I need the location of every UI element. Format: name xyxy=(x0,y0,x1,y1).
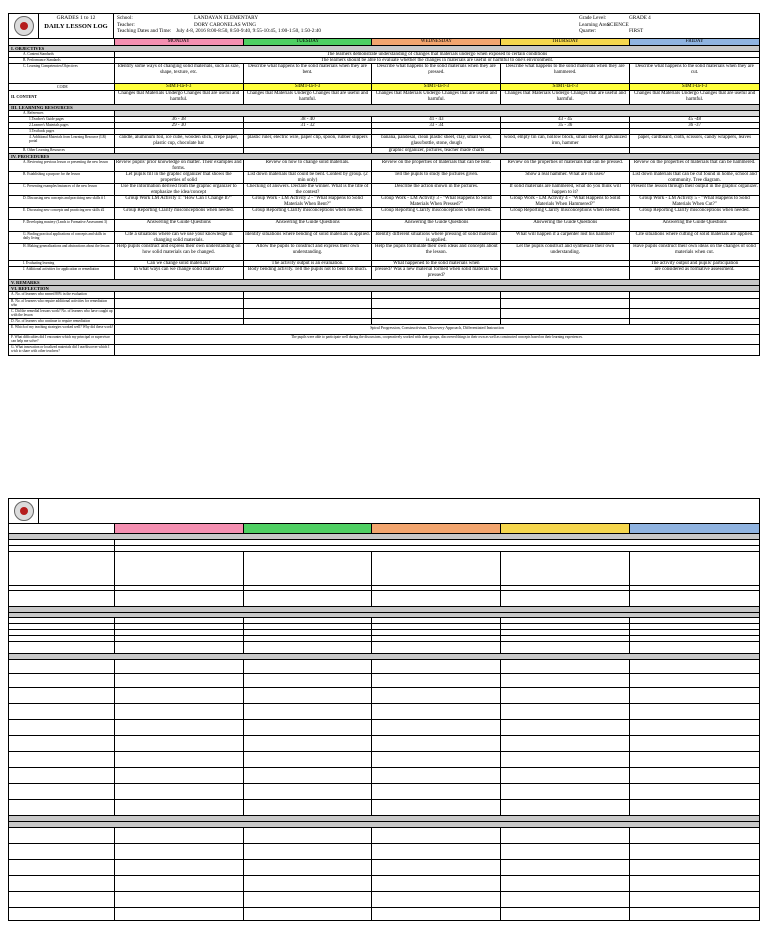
table-cell: Allow the pupils to construct and express their own understanding. xyxy=(244,244,373,260)
table-cell xyxy=(501,618,630,623)
table-cell: Answering the Guide Questions xyxy=(115,220,244,231)
table-cell xyxy=(372,892,501,907)
table-cell xyxy=(372,736,501,751)
table-cell: Group Reporting Clarify misconceptions when needed. xyxy=(115,208,244,219)
table-cell: 36 - 38 xyxy=(115,117,244,122)
dates-label: Teaching Dates and Time: xyxy=(117,28,172,34)
table-cell xyxy=(244,618,373,623)
table-row: B. Establishing a purpose for the lesson Let pupils fill in the graphic organizer that shows the properties of solid List down materials that could be bent. Contest by group. (2 min only) Tell the pupils to study the pictures given. Show a real hammer. What are its uses? List down materials that can be cut found in home, school and community. Tree diagram. xyxy=(9,172,759,184)
table-cell: Review pupils' prior knowledge on matter. Their examples and forms. xyxy=(115,160,244,171)
code-cell: S4MT-Ia-f-3 xyxy=(115,84,244,90)
table-cell: candle, aluminum foil, ice cube, wooden stick, crepe paper, plastic cup, chocolate bar xyxy=(115,135,244,147)
table-cell xyxy=(501,688,630,703)
table-cell xyxy=(244,736,373,751)
table-cell xyxy=(115,892,244,907)
table-cell xyxy=(630,768,759,783)
table-cell xyxy=(244,660,373,673)
table-row: F. What difficulties did I encounter which my principal or supervisor can help me solve? The pupils were able to participate well during the discussions, cooperatively worked with their groups, discovered things in their own as well as constructed concepts based on their learning experiences. xyxy=(9,335,759,345)
table-cell: Group Work LM Activity 1: "How Can I Change It?" xyxy=(115,196,244,207)
day-tuesday-bar xyxy=(244,524,373,533)
table-cell xyxy=(372,636,501,641)
table-cell: List down materials that can be cut found in home, school and community. Tree diagram. xyxy=(632,172,757,183)
table-cell xyxy=(244,704,373,719)
table-cell: Answering the Guide Questions xyxy=(244,220,373,231)
table-cell: Changes that Materials Undergo Changes that are useful and harmful. xyxy=(115,91,244,104)
table-cell: 38 - 40 xyxy=(244,117,373,122)
table-row: E. Which of my teaching strategies worked well? Why did these work? Spiral Progression, Constructivism, Discovery Approach, Differentiated Instruction xyxy=(9,325,759,335)
table-row xyxy=(9,828,759,844)
table-cell xyxy=(372,688,501,703)
table-cell xyxy=(372,828,501,843)
table-cell xyxy=(630,624,759,629)
deped-seal-icon xyxy=(14,16,34,36)
deped-seal-icon xyxy=(14,501,34,521)
table-cell xyxy=(501,624,630,629)
table-cell: In what ways can we change solid materials? xyxy=(115,267,244,279)
table-cell xyxy=(501,860,630,875)
table-row xyxy=(9,860,759,876)
table-cell: graphic organizer, pictures, teacher made charts xyxy=(372,148,501,153)
table-cell xyxy=(501,736,630,751)
day-friday-bar xyxy=(630,524,759,533)
table-cell xyxy=(372,591,501,606)
school-value: LANDAYAN ELEMENTARY xyxy=(194,15,259,21)
table-cell xyxy=(244,752,373,767)
day-friday: FRIDAY xyxy=(630,39,759,45)
day-monday: MONDAY xyxy=(115,39,244,45)
learning-area-label: Learning Area: xyxy=(579,21,611,28)
table-cell xyxy=(630,800,759,815)
table-row: D. No. of learners who continue to require remediation xyxy=(9,319,759,325)
table-cell: Present the lesson through their output in the graphic organizer. xyxy=(631,184,758,189)
table-cell xyxy=(244,892,373,907)
table-row xyxy=(9,688,759,704)
section-objectives: I. OBJECTIVES xyxy=(9,46,759,52)
table-cell xyxy=(244,636,373,641)
table-row: E. Discussing new concepts and practicing new skills #2 Group Reporting Clarify misconceptions when needed. Group Reporting Clarify misconceptions when needed. Group Reporting Clarify misconceptions when needed. Group Reporting Clarify misconceptions when needed. Group Reporting Clarify misconceptions when needed. xyxy=(9,208,759,220)
table-row: 3.Textbook pages xyxy=(9,129,759,135)
table-row xyxy=(9,704,759,720)
table-cell xyxy=(115,908,244,920)
table-row xyxy=(9,908,759,920)
section-reflection: VI. REFLECTION xyxy=(9,286,759,292)
table-cell xyxy=(372,768,501,783)
table-cell xyxy=(115,636,244,641)
table-cell xyxy=(115,784,244,799)
table-cell xyxy=(630,720,759,735)
table-cell: Checking of answers. Declare the winner. What is the title of the contest? xyxy=(244,184,373,195)
table-row: II. CONTENT Changes that Materials Undergo Changes that are useful and harmful. Changes that Materials Undergo Changes that are useful and harmful. Changes that Materials Undergo Changes that are useful and harmful. Changes that Materials Undergo Changes that are useful and harmful. Changes that Materials Undergo Changes that are useful and harmful. xyxy=(9,91,759,105)
strategies-used: Spiral Progression, Constructivism, Discovery Approach, Differentiated Instruction xyxy=(370,325,504,330)
table-cell xyxy=(372,784,501,799)
table-cell xyxy=(244,591,373,606)
performance-standards: The learners should be able to evaluate whether the changes in materials are useful or harmful to one's environment. xyxy=(320,58,554,63)
table-cell: Cite a situations where can we use your knowledge in changing solid materials. xyxy=(115,232,244,243)
table-row: C. Did the remedial lessons work? No. of learners who have caught up with the lesson xyxy=(9,309,759,319)
table-cell xyxy=(244,586,373,590)
blank-lesson-log-grid xyxy=(8,534,760,921)
table-cell: Describe what happens to the solid materials when they are cut. xyxy=(635,64,754,75)
table-cell: Group Work - LM Activity 3 - "What Happens to Solid Materials When Pressed?" xyxy=(372,196,501,207)
log-header xyxy=(8,13,760,39)
table-cell xyxy=(630,660,759,673)
table-cell: Have pupils construct their own ideas on the changes of solid materials when cut. xyxy=(633,244,756,255)
table-cell: plastic ruler, electric wire, paper clip, spoon, rubber slippers xyxy=(244,135,373,147)
table-cell xyxy=(115,552,244,585)
table-cell: 43 - 45 xyxy=(501,117,630,122)
table-cell xyxy=(244,844,373,859)
table-cell xyxy=(501,720,630,735)
table-cell xyxy=(372,876,501,891)
table-row xyxy=(9,642,759,654)
table-row xyxy=(9,784,759,800)
table-cell xyxy=(630,752,759,767)
table-cell xyxy=(372,720,501,735)
table-cell: Review on the properties of materials that can be bent. xyxy=(372,160,501,171)
table-cell xyxy=(115,844,244,859)
table-cell xyxy=(115,752,244,767)
section-procedures: IV. PROCEDURES xyxy=(9,154,759,160)
table-cell xyxy=(372,800,501,815)
table-row: A. Content Standards The learners demonstrate understanding of changes that materials undergo when exposed to certain conditions xyxy=(9,52,759,58)
table-cell: Review on the properties of materials that can be pressed. xyxy=(501,160,630,171)
table-cell: Identify situations where bending of solid materials is applied. xyxy=(244,232,373,243)
table-cell xyxy=(115,642,244,653)
content-standards: The learners demonstrate understanding of changes that materials undergo when exposed to certain conditions xyxy=(326,52,548,57)
table-cell xyxy=(630,688,759,703)
table-row xyxy=(9,674,759,688)
table-row: B. Other Learning Resources graphic organizer, pictures, teacher made charts xyxy=(9,148,759,154)
table-cell xyxy=(244,860,373,875)
grades-label: GRADES 1 to 12 xyxy=(56,15,96,21)
quarter-label: Quarter: xyxy=(579,28,597,34)
table-cell: What happened to the solid materials when xyxy=(372,261,501,266)
table-cell xyxy=(630,674,759,687)
table-cell xyxy=(372,618,501,623)
table-cell: 33 - 34 xyxy=(372,123,501,128)
table-cell: Let pupils fill in the graphic organizer that shows the properties of solid xyxy=(115,172,244,183)
table-cell xyxy=(244,876,373,891)
table-cell: Cite situations where cutting of solid materials are applied. xyxy=(635,232,754,237)
table-cell: The activity output and pupils' participation xyxy=(650,261,739,266)
table-cell xyxy=(630,636,759,641)
table-cell xyxy=(115,736,244,751)
table-cell: Group Work - LM Activity 4 - "What Happens to Solid Materials When Hammered?" xyxy=(501,196,630,207)
table-cell xyxy=(630,591,759,606)
teacher-label: Teacher: xyxy=(117,21,135,28)
table-cell xyxy=(501,642,630,653)
table-row: F. Developing mastery (Leads to Formative Assessment 3) Answering the Guide Questions Answering the Guide Questions Answering the Guide Questions Answering the Guide Questions Answering the Guide Questions xyxy=(9,220,759,232)
table-cell xyxy=(630,704,759,719)
table-cell xyxy=(630,844,759,859)
table-cell: Group Reporting Clarify misconceptions when needed. xyxy=(244,208,373,219)
table-cell xyxy=(244,642,373,653)
table-cell xyxy=(244,800,373,815)
table-cell xyxy=(372,844,501,859)
table-cell xyxy=(501,876,630,891)
table-cell xyxy=(372,660,501,673)
table-cell: If solid materials are hammered, what do you think will happen to it? xyxy=(501,184,630,195)
daily-lesson-log-sheet xyxy=(8,13,760,356)
day-wednesday-bar xyxy=(372,524,501,533)
table-row: A. No. of learners who earned 80% in the evaluation xyxy=(9,292,759,299)
table-cell xyxy=(244,688,373,703)
table-cell xyxy=(630,618,759,623)
table-cell: 35 - 36 xyxy=(501,123,630,128)
table-cell xyxy=(501,908,630,920)
table-cell xyxy=(501,800,630,815)
table-cell xyxy=(115,630,244,635)
table-cell xyxy=(630,630,759,635)
grade-level-label: Grade Level: xyxy=(579,15,607,21)
table-cell: 31 - 32 xyxy=(244,123,373,128)
table-cell: Answering the Guide Questions xyxy=(501,220,630,231)
table-cell: Changes that Materials Undergo Changes that are useful and harmful. xyxy=(244,91,373,104)
table-cell: Describe what happens to the solid materials when they are hammered. xyxy=(501,64,630,83)
table-cell xyxy=(115,674,244,687)
table-row xyxy=(9,876,759,892)
lesson-log-grid xyxy=(8,46,760,356)
table-cell xyxy=(630,908,759,920)
table-cell xyxy=(501,892,630,907)
table-cell xyxy=(244,630,373,635)
table-cell xyxy=(244,674,373,687)
table-cell xyxy=(372,586,501,590)
table-cell xyxy=(244,784,373,799)
table-row: CODE S4MT-Ia-f-3 S4MT-Ia-f-3 S4MT-Ia-f-3 S4MT-Ia-f-3 S4MT-Ia-f-3 xyxy=(9,84,759,91)
table-cell xyxy=(372,860,501,875)
table-cell: Review on how to change solid materials. xyxy=(244,160,373,171)
dates-value: July 4-8, 2016 8:00-8:50, 8:50-9:40, 9:55-10:45, 1:00-1:50, 1:50-2:40 xyxy=(176,28,321,34)
quarter-value: FIRST xyxy=(629,28,644,34)
table-cell xyxy=(372,752,501,767)
table-cell: are considered as formative assessment. xyxy=(654,267,735,272)
table-cell: Answering the Guide Questions xyxy=(372,220,501,231)
day-monday-bar xyxy=(115,524,244,533)
table-cell: 41 - 43 xyxy=(372,117,501,122)
table-cell xyxy=(501,636,630,641)
day-thursday: THURSDAY xyxy=(501,39,630,45)
table-cell xyxy=(115,618,244,623)
table-cell xyxy=(372,642,501,653)
blank-day-header-row xyxy=(8,524,760,534)
table-row xyxy=(9,591,759,607)
table-row: G. What innovation or localized materials did I use/discover which I wish to share with other teachers? xyxy=(9,345,759,355)
section-learning-resources: III. LEARNING RESOURCES xyxy=(9,105,759,111)
table-cell xyxy=(372,674,501,687)
table-cell xyxy=(501,552,630,585)
day-thursday-bar xyxy=(501,524,630,533)
table-cell xyxy=(244,720,373,735)
table-row: D. Discussing new concepts and practicing new skills # 1 Group Work LM Activity 1: "How Can I Change It?" Group Work - LM Activity 2 - "What Happens to Solid Materials When Bent?" Group Work - LM Activity 3 - "What Happens to Solid Materials When Pressed?" Group Work - LM Activity 4 - "What Happens to Solid Materials When Hammered?" Group Work - LM Activity 5 - "What Happens to Solid Materials When Cut?" xyxy=(9,196,759,208)
table-cell xyxy=(244,552,373,585)
deped-seal-box xyxy=(9,14,39,38)
table-cell: Changes that Materials Undergo Changes that are useful and harmful. xyxy=(372,91,501,104)
table-row: H. Making generalizations and abstractions about the lesson Help pupils construct and express their own understanding on how solid materials can be changed. Allow the pupils to construct and express their own understanding. Help the pupils formulate their own ideas and concepts about the lesson. Let the pupils construct and synthesize their own understanding. Have pupils construct their own ideas on the changes of solid materials when cut. xyxy=(9,244,759,261)
table-cell: Identify some ways of changing solid materials, such as size, shape, texture, etc. xyxy=(115,64,244,83)
table-cell: Group Reporting Clarify misconceptions when needed. xyxy=(372,208,501,219)
table-row: 2.Learner's Materials pages 29 - 30 31 - 32 33 - 34 35 - 36 36 -37 xyxy=(9,123,759,129)
log-title: DAILY LESSON LOG xyxy=(44,23,108,30)
grade-level-value: GRADE 4 xyxy=(629,15,651,21)
table-row: B. No. of learners who require additional activities for remediation who xyxy=(9,299,759,309)
learning-area-value: SCIENCE xyxy=(607,21,629,28)
table-cell xyxy=(501,768,630,783)
table-cell: paper, cardboard, cloth, scissors, candy wrappers, leaves xyxy=(638,135,752,140)
table-cell xyxy=(501,586,630,590)
table-cell xyxy=(244,828,373,843)
school-info xyxy=(114,14,459,38)
table-row: A. Reviewing previous lesson or presenting the new lesson Review pupils' prior knowledge on matter. Their examples and forms. Review on how to change solid materials. Review on the properties of materials that can be bent. Review on the properties of materials that can be pressed. Review on the properties of materials that can be hammered. xyxy=(9,160,759,172)
table-cell xyxy=(372,624,501,629)
table-cell xyxy=(630,892,759,907)
table-cell: Identify different situations where pressing of solid materials is applied. xyxy=(372,232,501,243)
table-cell xyxy=(501,828,630,843)
table-row: J. Additional activities for application or remediation In what ways can we change solid materials? Body bending activity. Tell the pupils not to bent too much. pressed? Was a new material formed when solid material was pressed? are considered as formative assessment. xyxy=(9,267,759,280)
table-cell xyxy=(630,860,759,875)
table-cell xyxy=(501,844,630,859)
table-row xyxy=(9,736,759,752)
code-cell: S4MT-Ia-f-3 xyxy=(244,84,373,90)
log-title-box xyxy=(39,14,114,38)
table-cell: Can we change solid materials? xyxy=(115,261,244,266)
deped-seal-box xyxy=(9,499,39,523)
table-row: C. Learning Competencies/Objectives Identify some ways of changing solid materials, such as size, shape, texture, etc. Describe what happens to the solid materials when they are bent. Describe what happens to the solid materials when they are pressed. Describe what happens to the solid materials when they are hammered. Describe what happens to the solid materials when they are cut. xyxy=(9,64,759,84)
code-cell: S4MT-Ia-f-3 xyxy=(501,84,630,90)
table-cell: 45 -48 xyxy=(688,117,702,122)
table-cell xyxy=(630,552,759,585)
table-cell: Describe what happens to the solid materials when they are bent. xyxy=(244,64,373,83)
blank-log-header xyxy=(8,498,760,524)
table-cell xyxy=(501,660,630,673)
table-cell xyxy=(630,876,759,891)
table-cell xyxy=(244,768,373,783)
table-cell: Changes that Materials Undergo Changes that are useful and harmful. xyxy=(501,91,630,104)
day-tuesday: TUESDAY xyxy=(244,39,373,45)
table-cell: Let the pupils construct and synthesize their own understanding. xyxy=(501,244,630,260)
table-cell: Group Reporting Clarify misconceptions when needed. xyxy=(501,208,630,219)
table-cell xyxy=(115,720,244,735)
school-label: School: xyxy=(117,15,133,21)
table-cell xyxy=(501,752,630,767)
table-row xyxy=(9,844,759,860)
table-row xyxy=(9,800,759,816)
table-cell xyxy=(372,908,501,920)
table-cell xyxy=(115,624,244,629)
table-cell: Group Work - LM Activity 2 - "What Happens to Solid Materials When Bent?" xyxy=(244,196,373,207)
table-cell xyxy=(630,586,759,590)
table-cell xyxy=(115,876,244,891)
table-cell xyxy=(630,736,759,751)
table-cell: List down materials that could be bent. Contest by group. (2 min only) xyxy=(244,172,373,183)
table-row xyxy=(9,768,759,784)
blank-lesson-log-sheet xyxy=(8,498,760,921)
table-cell: The activity output is an evaluation. xyxy=(244,261,373,266)
table-cell xyxy=(115,591,244,606)
table-row xyxy=(9,552,759,586)
class-info xyxy=(459,14,759,38)
table-cell: Describe what happens to the solid materials when they are pressed. xyxy=(372,64,501,83)
table-cell xyxy=(115,800,244,815)
table-cell xyxy=(630,828,759,843)
table-cell xyxy=(115,586,244,590)
table-cell xyxy=(501,674,630,687)
table-cell xyxy=(630,642,759,653)
table-cell xyxy=(372,630,501,635)
table-cell xyxy=(115,704,244,719)
day-wednesday: WEDNESDAY xyxy=(372,39,501,45)
table-cell: What will happen if a carpenter lost his hammer? xyxy=(501,232,630,243)
table-row: G. Finding practical applications of concepts and skills in daily living Cite a situations where can we use your knowledge in changing solid materials. Identify situations where bending of solid materials is applied. Identify different situations where pressing of solid materials is applied. What will happen if a carpenter lost his hammer? Cite situations where cutting of solid materials are applied. xyxy=(9,232,759,244)
table-cell xyxy=(115,688,244,703)
table-row xyxy=(9,720,759,736)
table-row xyxy=(9,660,759,674)
table-cell xyxy=(372,552,501,585)
table-cell xyxy=(115,660,244,673)
table-cell xyxy=(115,768,244,783)
table-cell: Body bending activity. Tell the pupils not to bent too much. xyxy=(244,267,373,279)
table-row: A. References xyxy=(9,111,759,117)
table-cell xyxy=(372,704,501,719)
code-cell: S4MT-Ia-f-3 xyxy=(372,84,501,90)
table-cell: Describe the action shown in the pictures. xyxy=(372,184,501,195)
table-cell: Group Work - LM Activity 5 - "What Happens to Solid Materials When Cut?" xyxy=(639,196,750,207)
table-row: 4. Additional Materials from Learning Resource (LR) portal candle, aluminum foil, ice cube, wooden stick, crepe paper, plastic cup, chocolate bar plastic ruler, electric wire, paper clip, spoon, rubber slippers banana, pandesal, clean plastic sheet, clay, small wood, glass/bottle, stone, dough wood, empty tin can, hollow block, small sheet of galvanized iron, hammer paper, cardboard, cloth, scissors, candy wrappers, leaves xyxy=(9,135,759,148)
table-cell: 36 -37 xyxy=(688,123,702,128)
day-header-row xyxy=(8,39,760,46)
table-cell xyxy=(630,784,759,799)
teacher-value: DORY CABONELAS WING xyxy=(194,21,256,28)
table-cell: Use the information derived from the graphic organizer to emphasize the idea/concept xyxy=(115,184,244,195)
code-cell: S4MT-Ia-f-3 xyxy=(630,84,759,90)
table-row: B. Performance Standards The learners should be able to evaluate whether the changes in materials are useful or harmful to one's environment. xyxy=(9,58,759,64)
table-cell xyxy=(501,591,630,606)
table-cell: Tell the pupils to study the pictures given. xyxy=(372,172,501,183)
table-cell: banana, pandesal, clean plastic sheet, clay, small wood, glass/bottle, stone, dough xyxy=(372,135,501,147)
table-cell: pressed? Was a new material formed when solid material was pressed? xyxy=(372,267,501,279)
table-cell: Review on the properties of materials that can be hammered. xyxy=(633,160,756,165)
table-row xyxy=(9,892,759,908)
table-cell xyxy=(501,704,630,719)
table-cell: Show a real hammer. What are its uses? xyxy=(501,172,630,183)
table-cell: Answering the Guide Questions xyxy=(662,220,727,225)
table-row xyxy=(9,752,759,768)
table-cell xyxy=(501,784,630,799)
table-row: C. Presenting examples/instances of the new lesson Use the information derived from the graphic organizer to emphasize the idea/concept Checking of answers. Declare the winner. What is the title of the contest? Describe the action shown in the pictures. If solid materials are hammered, what do you think will happen to it? Present the lesson through their output in the graphic organizer. xyxy=(9,184,759,196)
table-cell: Help the pupils formulate their own ideas and concepts about the lesson. xyxy=(372,244,501,260)
table-cell: wood, empty tin can, hollow block, small sheet of galvanized iron, hammer xyxy=(501,135,630,147)
table-row: 1.Teacher's Guide pages 36 - 38 38 - 40 41 - 43 43 - 45 45 -48 xyxy=(9,117,759,123)
table-cell xyxy=(115,860,244,875)
table-cell xyxy=(115,828,244,843)
table-row: I. Evaluating learning Can we change solid materials? The activity output is an evaluation. What happened to the solid materials when The activity output and pupils' participation xyxy=(9,261,759,267)
table-cell: Group Reporting Clarify misconceptions when needed. xyxy=(639,208,750,213)
table-cell: Help pupils construct and express their own understanding on how solid materials can be changed. xyxy=(115,244,244,260)
table-cell: 29 - 30 xyxy=(115,123,244,128)
table-cell: Changes that Materials Undergo Changes that are useful and harmful. xyxy=(633,91,756,102)
table-cell xyxy=(501,630,630,635)
table-cell xyxy=(244,624,373,629)
pupils-observation: The pupils were able to participate well during the discussions, cooperatively worked with their groups, discovered things in their own as well as constructed concepts based on their learning experiences. xyxy=(291,335,583,339)
table-cell xyxy=(244,908,373,920)
section-remarks: V. REMARKS xyxy=(9,280,759,286)
